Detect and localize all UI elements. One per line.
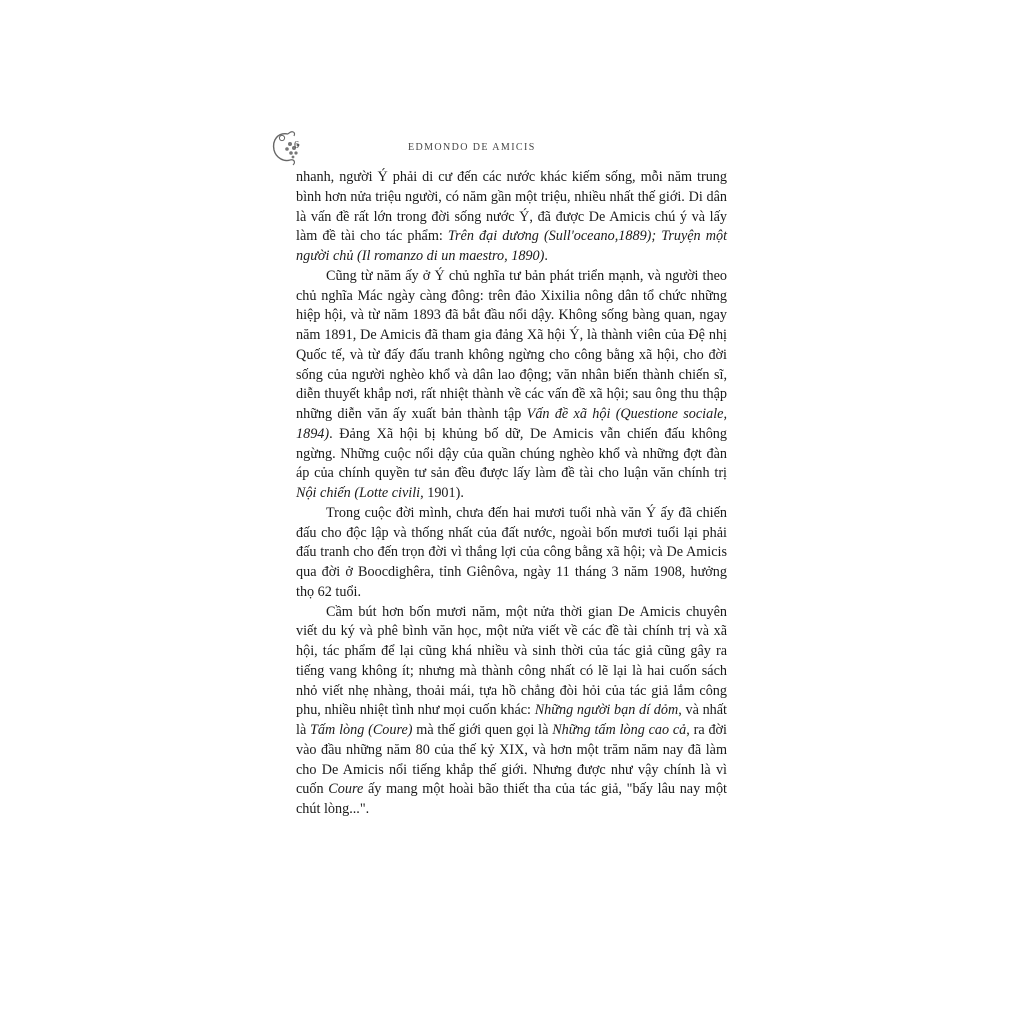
italic-title: Những tấm lòng cao cả	[552, 722, 687, 738]
body-text	[296, 168, 727, 820]
paragraph: Cầm bút hơn bốn mươi năm, một nửa thời gian De Amicis chuyên viết du ký và phê bình văn học, một nửa viết về các đề tài chính trị và xã hội, tác phẩm để lại cũng khá nhiều và sinh thời của tác giả cũng gây ra tiếng vang không ít; nhưng mà thành công nhất có lẽ lại là hai cuốn sách nhỏ viết nhẹ nhàng, thoải mái, tựa hồ chẳng đòi hỏi của tác giả lắm công phu, nhiều nhiệt tình như mọi cuốn khác: Những người bạn dí dỏm, và nhất là Tấm lòng (Coure) mà thế giới quen gọi là Những tấm lòng cao cả, ra đời vào đầu những năm 80 của thế kỷ XIX, và hơn một trăm năm nay đã làm cho De Amicis nổi tiếng khắp thế giới. Nhưng được như vậy chính là vì cuốn Coure ấy mang một hoài bão thiết tha của tác giả, "bấy lâu nay một chút lòng...".	[296, 603, 727, 817]
italic-title: Vấn đề xã hội (Questione sociale, 1894)	[296, 406, 728, 442]
italic-title: Coure	[328, 781, 364, 798]
italic-title: Tấm lòng (Coure)	[310, 722, 413, 738]
italic-title: Nội chiến (Lotte civili,	[296, 485, 424, 501]
running-head: EDMONDO DE AMICIS	[408, 142, 536, 153]
vine-ornament-icon	[268, 126, 308, 168]
italic-title: Những người bạn dí dỏm	[534, 702, 679, 719]
page-number: 6	[294, 140, 299, 151]
italic-title: Trên đại dương (Sull'oceano,1889); Truyện một người chủ (Il romanzo di un maestro, 1890)	[296, 228, 728, 264]
paragraph: Cũng từ năm ấy ở Ý chủ nghĩa tư bản phát triển mạnh, và người theo chủ nghĩa Mác ngày càng đông: trên đảo Xixilia nông dân tổ chức những hiệp hội, và từ năm 1893 đã bắt đầu nổi dậy. Không sống bàng quan, ngay năm 1891, De Amicis đã tham gia đảng Xã hội Ý, là thành viên của Đệ nhị Quốc tế, và từ đấy đấu tranh không ngừng cho công bằng xã hội, cho đời sống của người nghèo khổ và dân lao động; văn nhân biến thành chiến sĩ, diễn thuyết khắp nơi, rất nhiệt thành về các vấn đề xã hội; sau ông thu thập những diễn văn ấy xuất bản thành tập Vấn đề xã hội (Questione sociale, 1894). Đảng Xã hội bị khủng bố dữ, De Amicis vẫn chiến đấu không ngừng. Những cuộc nổi dậy của quần chúng nghèo khổ và những đợt đàn áp của chính quyền tư sản đều được lấy làm đề tài cho luận văn chính trị Nội chiến (Lotte civili, 1901).	[296, 267, 728, 501]
paragraph: Trong cuộc đời mình, chưa đến hai mươi tuổi nhà văn Ý ấy đã chiến đấu cho độc lập và thống nhất của đất nước, ngoài bốn mươi tuổi lại phải đấu tranh cho đến trọn đời vì thắng lợi của công bằng xã hội; và De Amicis qua đời ở Boocdighêra, tỉnh Giênôva, ngày 11 tháng 3 năm 1908, hưởng thọ 62 tuổi.	[296, 504, 727, 600]
page-header	[268, 126, 728, 170]
paragraph: nhanh, người Ý phải di cư đến các nước khác kiếm sống, mỗi năm trung bình hơn nửa triệu người, có năm gần một triệu, nhiều nhất thế giới. Di dân là vấn đề rất lớn trong đời sống nước Ý, đã được De Amicis chú ý và lấy làm đề tài cho tác phẩm: Trên đại dương (Sull'oceano,1889); Truyện một người chủ (Il romanzo di un maestro, 1890).	[296, 169, 728, 264]
